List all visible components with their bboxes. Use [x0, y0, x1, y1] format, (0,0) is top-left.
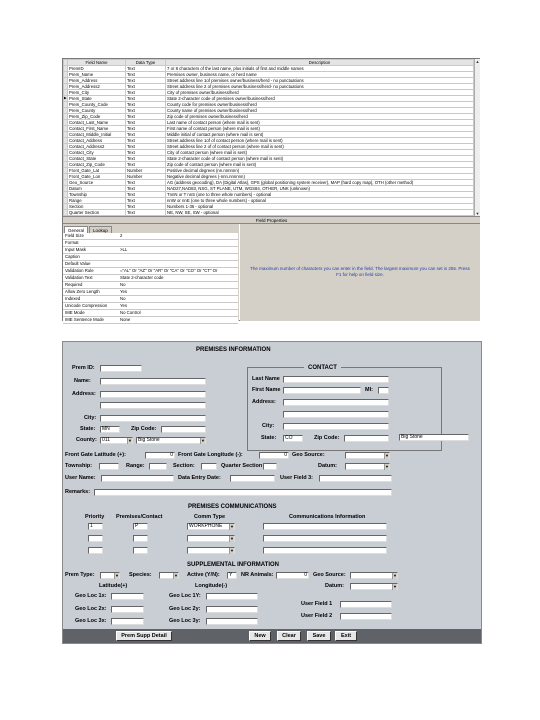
zip-input[interactable]	[161, 426, 206, 433]
contact-address2-input[interactable]	[283, 411, 389, 418]
exit-button[interactable]: Exit	[335, 631, 357, 641]
description-cell[interactable]: Middle initial of contact person (where mail is sent)	[166, 132, 474, 138]
contact-zip-label: Zip Code:	[314, 435, 340, 441]
property-name: Required	[63, 282, 118, 289]
description-cell[interactable]: State 2-character code of premises owner/business/herd	[166, 96, 474, 102]
description-cell[interactable]: Negative decimal degrees (-nnn.nnnnnn)	[166, 174, 474, 180]
description-cell[interactable]: NAD27,NAD83, NSG, ST PLANE, UTM, WGS84, OTHER, UNK (unknown)	[166, 186, 474, 192]
contact-city-input[interactable]	[283, 423, 389, 430]
chevron-down-icon[interactable]: ▼	[393, 584, 397, 589]
premises-contact-input[interactable]	[133, 547, 148, 554]
datum-select[interactable]	[345, 463, 390, 470]
data-type-cell[interactable]: Text	[126, 126, 166, 132]
description-cell[interactable]: State 2-character code of contact person (where mail is sent)	[166, 156, 474, 162]
description-cell[interactable]: County code for premises owner/business/herd	[166, 102, 474, 108]
communications-title: PREMISES COMMUNICATIONS	[188, 504, 277, 510]
property-row[interactable]	[63, 261, 238, 268]
data-type-cell[interactable]: Text	[126, 138, 166, 144]
last-name-label: Last Name	[252, 376, 280, 382]
longitude-label: Front Gate Longitude (-):	[178, 452, 243, 458]
data-type-cell[interactable]: Text	[126, 96, 166, 102]
chevron-down-icon[interactable]: ▼	[230, 548, 234, 553]
supp-latitude-label: Latitude(+)	[99, 583, 128, 589]
button-bar	[63, 629, 481, 643]
supp-geo-source-label: Geo Source:	[313, 572, 346, 578]
geo-loc-1x-input[interactable]	[111, 593, 144, 600]
data-type-cell[interactable]: Text	[126, 204, 166, 210]
chevron-down-icon[interactable]: ▼	[230, 524, 234, 529]
field-name-cell[interactable]: Prem_County_Code	[68, 102, 126, 108]
data-entry-date-label: Data Entry Date:	[178, 475, 221, 481]
address-label: Address:	[72, 391, 96, 397]
field-name-cell[interactable]: Township	[68, 192, 126, 198]
supp-datum-select[interactable]	[350, 583, 398, 590]
first-name-label: First Name	[252, 387, 281, 393]
field-name-cell[interactable]: PremID	[68, 66, 126, 72]
property-value[interactable]: No Control	[118, 310, 238, 317]
user-name-input[interactable]	[101, 475, 174, 482]
township-input[interactable]	[99, 463, 119, 470]
property-value[interactable]: >LL	[118, 247, 238, 254]
description-cell[interactable]: Street address line 2 of premises owner/business/herd- no punctuations	[166, 84, 474, 90]
county-label: County:	[76, 437, 97, 443]
description-cell[interactable]: City of premises owner/business/herd	[166, 90, 474, 96]
user-field1-label: User Field 1	[301, 601, 333, 607]
description-cell[interactable]: Premises owner, business name, or herd name	[166, 72, 474, 78]
section-label: Section:	[173, 463, 195, 469]
property-row[interactable]	[63, 268, 238, 275]
priority-header: Priority	[85, 514, 105, 520]
scroll-down-icon[interactable]: ▼	[475, 211, 480, 216]
property-value[interactable]: No	[118, 296, 238, 303]
geo-loc-1y-label: Geo Loc 1Y:	[169, 593, 201, 599]
chevron-down-icon[interactable]: ▼	[174, 573, 178, 578]
property-value[interactable]	[118, 240, 238, 247]
quarter-section-label: Quarter Section	[221, 463, 263, 469]
data-type-cell[interactable]: Text	[126, 186, 166, 192]
state-label: State:	[80, 426, 96, 432]
data-type-header: Data Type	[126, 60, 166, 66]
data-type-cell[interactable]: Text	[126, 120, 166, 126]
field-name-cell[interactable]: Quarter Section	[68, 210, 126, 216]
data-type-cell[interactable]: Text	[126, 180, 166, 186]
description-cell[interactable]: Numbers 1-36 - optional	[166, 204, 474, 210]
property-name: Format	[63, 240, 118, 247]
species-label: Species:	[129, 572, 152, 578]
active-label: Active (Y/N):	[187, 572, 220, 578]
priority-input[interactable]: 1	[88, 523, 103, 530]
data-type-cell[interactable]: Text	[126, 162, 166, 168]
county-extra-field[interactable]: Big Stone	[399, 434, 469, 441]
comm-info-input[interactable]	[263, 547, 387, 554]
data-type-cell[interactable]: Text	[126, 198, 166, 204]
user-field2-input[interactable]	[340, 613, 392, 620]
data-type-cell[interactable]: Number	[126, 168, 166, 174]
property-row[interactable]	[63, 317, 238, 324]
field-name-cell[interactable]: Section	[68, 204, 126, 210]
premises-form	[62, 341, 482, 644]
premises-contact-header: Premises/Contact	[116, 514, 163, 520]
field-name-cell[interactable]: Prem_County	[68, 108, 126, 114]
chevron-down-icon[interactable]: ▼	[115, 573, 119, 578]
field-name-cell[interactable]: Contact_Zip_Code	[68, 162, 126, 168]
field-name-cell[interactable]: Contact_State	[68, 156, 126, 162]
property-row[interactable]	[63, 303, 238, 310]
comm-type-select[interactable]	[187, 547, 235, 554]
data-type-cell[interactable]: Text	[126, 90, 166, 96]
geo-loc-2x-label: Geo Loc 2x:	[75, 606, 107, 612]
city-input[interactable]	[100, 415, 206, 422]
data-type-cell[interactable]: Text	[126, 108, 166, 114]
supplemental-title: SUPPLEMENTAL INFORMATION	[187, 562, 279, 568]
description-cell[interactable]: 7 or 8 characters of the last name, plus initials of first and middle names	[166, 66, 474, 72]
remarks-input[interactable]	[94, 489, 392, 496]
chevron-down-icon[interactable]: ▼	[128, 438, 132, 443]
geo-loc-3y-label: Geo Loc 3y:	[169, 618, 201, 624]
field-name-cell[interactable]: Contact_City	[68, 150, 126, 156]
name-label: Name:	[74, 378, 91, 384]
data-type-cell[interactable]: Text	[126, 84, 166, 90]
longitude-input[interactable]: 0	[259, 452, 289, 459]
first-name-input[interactable]	[283, 387, 361, 394]
contact-city-label: City:	[262, 423, 275, 429]
field-name-cell[interactable]: Range	[68, 198, 126, 204]
data-type-cell[interactable]: Text	[126, 144, 166, 150]
contact-title: CONTACT	[304, 365, 341, 372]
comm-info-input[interactable]	[263, 523, 387, 530]
description-cell[interactable]: Zip code of premises owner/business/herd	[166, 114, 474, 120]
property-name: Field Size	[63, 233, 118, 240]
geo-loc-2y-input[interactable]	[206, 606, 258, 613]
latitude-input[interactable]: 0	[145, 452, 175, 459]
property-name: Allow Zero Length	[63, 289, 118, 296]
geo-source-select[interactable]	[345, 452, 390, 459]
tab-lookup[interactable]: Lookup	[89, 226, 112, 233]
property-name: IME Sentence Mode	[63, 317, 118, 324]
data-type-cell[interactable]: Text	[126, 102, 166, 108]
priority-input[interactable]	[88, 547, 103, 554]
chevron-down-icon[interactable]: ▼	[201, 438, 205, 443]
field-name-cell[interactable]: Contact_Address	[68, 138, 126, 144]
field-name-cell[interactable]: Front_Gate_Lat	[68, 168, 126, 174]
township-label: Township:	[65, 463, 93, 469]
property-name: Unicode Compression	[63, 303, 118, 310]
vertical-scrollbar[interactable]	[474, 59, 480, 216]
supp-datum-label: Datum:	[325, 583, 344, 589]
active-input[interactable]: Y	[227, 572, 237, 579]
property-row[interactable]	[63, 282, 238, 289]
data-type-cell[interactable]: Text	[126, 72, 166, 78]
user-field2-label: User Field 2	[301, 613, 333, 619]
supp-geo-source-select[interactable]	[350, 572, 398, 579]
property-row[interactable]	[63, 240, 238, 247]
address2-input[interactable]	[100, 402, 206, 409]
property-row[interactable]	[63, 310, 238, 317]
description-cell[interactable]: City of contact person (where mail is sent)	[166, 150, 474, 156]
field-properties-title: Field Properties	[63, 216, 480, 224]
geo-loc-1y-input[interactable]	[206, 593, 258, 600]
data-type-cell[interactable]: Text	[126, 150, 166, 156]
chevron-down-icon[interactable]: ▼	[230, 536, 234, 541]
description-cell[interactable]: Street address line 2 of of contact person (where mail is sent)	[166, 144, 474, 150]
field-name-cell[interactable]: Prem_Zip_Code	[68, 114, 126, 120]
description-cell[interactable]: NE, NW, SE, SW - optional	[166, 210, 474, 216]
description-cell[interactable]: nnW or nnE (one to three whole numbers) - optional	[166, 198, 474, 204]
description-cell[interactable]: Last name of contact person (where mail is sent)	[166, 120, 474, 126]
latitude-label: Front Gate Latitude (+):	[65, 452, 126, 458]
property-value[interactable]: ="AL" Or "AZ" Or "AR" Or "CA" Or "CO" Or "CT" Or	[118, 268, 238, 275]
property-name: Indexed	[63, 296, 118, 303]
contact-zip-input[interactable]	[344, 435, 389, 442]
property-name: Validation Rule	[63, 268, 118, 275]
geo-loc-2x-input[interactable]	[111, 606, 144, 613]
property-value[interactable]: No	[118, 282, 238, 289]
section-input[interactable]	[201, 463, 217, 470]
tab-general[interactable]: General	[64, 226, 88, 233]
contact-address-input[interactable]	[283, 399, 389, 406]
premises-contact-input[interactable]	[133, 535, 148, 542]
supp-longitude-label: Longitude(-)	[195, 583, 228, 589]
data-type-cell[interactable]: Text	[126, 210, 166, 216]
comm-type-select[interactable]	[187, 535, 235, 542]
current-row-icon[interactable]: ▶	[64, 96, 67, 100]
field-help-text: The maximum number of characters you can enter in the field. The largest maximum you can set is 255. Press F1 for help on field size.	[240, 224, 480, 321]
address-input[interactable]	[100, 391, 206, 398]
property-row[interactable]	[63, 254, 238, 261]
new-button[interactable]: New	[249, 631, 271, 641]
mi-input[interactable]	[378, 387, 389, 394]
property-value[interactable]	[118, 254, 238, 261]
data-type-cell[interactable]: Text	[126, 156, 166, 162]
description-cell[interactable]: Positive decimal degrees (nn.nnnnnn)	[166, 168, 474, 174]
field-name-cell[interactable]: Prem_Name	[68, 72, 126, 78]
comm-type-header: Comm Type	[194, 514, 226, 520]
prem-type-label: Prem Type:	[65, 572, 95, 578]
geo-loc-3x-input[interactable]	[111, 618, 144, 625]
property-name: Input Mask	[63, 247, 118, 254]
comm-type-select[interactable]: WORKPHONE ▼	[189, 523, 234, 529]
field-name-cell[interactable]: Prem_City	[68, 90, 126, 96]
contact-state-label: State:	[261, 435, 277, 441]
quarter-section-input[interactable]	[263, 463, 277, 470]
form-title: PREMISES INFORMATION	[196, 347, 271, 353]
species-select[interactable]	[159, 572, 179, 579]
geo-loc-3y-input[interactable]	[206, 618, 258, 625]
chevron-down-icon[interactable]: ▼	[393, 573, 397, 578]
property-value[interactable]: 2	[118, 233, 238, 240]
data-type-cell[interactable]: Text	[126, 66, 166, 72]
user-name-label: User Name:	[65, 475, 96, 481]
save-button[interactable]: Save	[307, 631, 331, 641]
field-name-cell[interactable]: Prem_State	[68, 96, 126, 102]
chevron-down-icon[interactable]: ▼	[385, 453, 389, 458]
name-input[interactable]	[100, 378, 206, 385]
description-header: Description	[166, 60, 474, 66]
field-name-cell[interactable]: Prem_Address2	[68, 84, 126, 90]
field-grid	[63, 59, 474, 216]
data-type-cell[interactable]: Number	[126, 174, 166, 180]
priority-input[interactable]	[88, 535, 103, 542]
mi-label: MI:	[365, 387, 373, 393]
property-row[interactable]	[63, 275, 238, 282]
field-name-cell[interactable]: Prem_Address	[68, 78, 126, 84]
property-row[interactable]	[63, 296, 238, 303]
premises-contact-input[interactable]: P	[133, 523, 148, 530]
property-value[interactable]: State 2-character code	[118, 275, 238, 282]
user-field3-input[interactable]	[319, 475, 392, 482]
description-cell[interactable]: Zip code of contact person (where mail is sent)	[166, 162, 474, 168]
description-cell[interactable]: TnnN or T nnS (one to three whole numbers) - optional	[166, 192, 474, 198]
comm-info-header: Communications Information	[289, 514, 366, 520]
description-cell[interactable]: Street address line 1of premises owner/business/herd - no punctuations	[166, 78, 474, 84]
property-name: IME Mode	[63, 310, 118, 317]
field-name-cell[interactable]: Datum	[68, 186, 126, 192]
range-label: Range:	[126, 463, 145, 469]
field-name-cell[interactable]: Contact_Middle_Initial	[68, 132, 126, 138]
contact-state-input[interactable]: CO	[283, 435, 303, 442]
description-cell[interactable]: Street address line 1of of contact person (where mail is sent)	[166, 138, 474, 144]
field-name-cell[interactable]: Front_Gate_Lon	[68, 174, 126, 180]
data-entry-date-input[interactable]	[230, 475, 275, 482]
scroll-up-icon[interactable]: ▲	[475, 59, 480, 64]
zip-label: Zip Code:	[131, 426, 157, 432]
field-name-header: Field Name	[68, 60, 126, 66]
property-row[interactable]	[63, 289, 238, 296]
remarks-label: Remarks:	[65, 489, 91, 495]
prem-id-input[interactable]	[100, 365, 142, 372]
property-name: Validation Text	[63, 275, 118, 282]
last-name-input[interactable]	[283, 376, 389, 383]
chevron-down-icon[interactable]: ▼	[385, 464, 389, 469]
prem-type-select[interactable]	[100, 572, 120, 579]
user-field1-input[interactable]	[340, 601, 392, 608]
property-name: Caption	[63, 254, 118, 261]
data-type-cell[interactable]: Text	[126, 132, 166, 138]
field-name-cell[interactable]: Contact_First_Name	[68, 126, 126, 132]
description-cell[interactable]: County name of premises owner/business/herd	[166, 108, 474, 114]
field-properties-panel	[63, 224, 239, 321]
county-code-select[interactable]: 011 ▼	[102, 437, 132, 443]
table-design-view	[62, 58, 480, 321]
comm-info-input[interactable]	[263, 535, 387, 542]
range-input[interactable]	[149, 463, 167, 470]
property-row[interactable]	[63, 247, 238, 254]
data-type-cell[interactable]: Text	[126, 192, 166, 198]
geo-source-label: Geo Source:	[292, 452, 325, 458]
contact-address-label: Address:	[252, 399, 276, 405]
nr-animals-input[interactable]: 0	[276, 572, 309, 579]
geo-loc-3x-label: Geo Loc 3x:	[75, 618, 107, 624]
description-cell[interactable]: First name of contact person (where mail is sent)	[166, 126, 474, 132]
data-type-cell[interactable]: Text	[126, 114, 166, 120]
geo-loc-2y-label: Geo Loc 2y:	[169, 606, 201, 612]
property-value[interactable]: Yes	[118, 303, 238, 310]
datum-label: Datum:	[318, 463, 337, 469]
property-value[interactable]: Yes	[118, 289, 238, 296]
field-name-cell[interactable]: Contact_Last_Name	[68, 120, 126, 126]
field-name-cell[interactable]: Contact_Address2	[68, 144, 126, 150]
county-name-select[interactable]: Big Stone ▼	[138, 437, 205, 443]
property-value[interactable]	[118, 261, 238, 268]
city-label: City:	[84, 415, 97, 421]
property-name: Default Value	[63, 261, 118, 268]
property-value[interactable]: None	[118, 317, 238, 324]
field-name-cell[interactable]: Geo_Source	[68, 180, 126, 186]
data-type-cell[interactable]: Text	[126, 78, 166, 84]
user-field3-label: User Field 3:	[280, 475, 314, 481]
prem-id-label: Prem ID:	[72, 365, 95, 371]
prem-supp-detail-button[interactable]: Prem Supp Detail	[116, 631, 172, 641]
nr-animals-label: NR Animals:	[241, 572, 274, 578]
clear-button[interactable]: Clear	[277, 631, 301, 641]
geo-loc-1x-label: Geo Loc 1x:	[75, 593, 107, 599]
state-input[interactable]: MN	[100, 426, 120, 433]
description-cell[interactable]: AG (address geocoding), DA (Digital Atlas), GPS (global positioning system receiver), MAP (hard copy map), OTH (other method)	[166, 180, 474, 186]
